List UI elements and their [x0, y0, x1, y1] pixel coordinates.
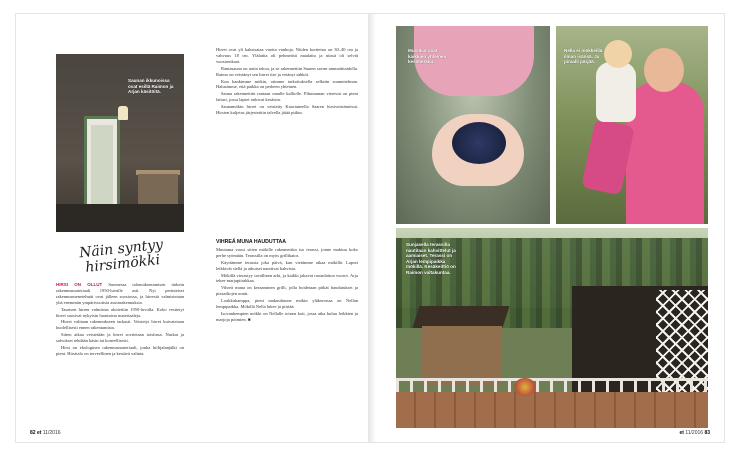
magazine-logo: et	[36, 430, 42, 436]
page-number: 82	[30, 430, 36, 436]
paragraph: Loukkukamppa, pieni makuuhuone mökin yläkerrassa on Nellan lempipaikka. Mökillä Nella lukee ja piirtää.	[216, 298, 358, 310]
page-gutter	[368, 14, 376, 442]
paragraph: Muutama vuosi sitten mökille rakennettiin iso terassi, jonne mahtuu koko perhe syömään. Terassilla on myös grillikatos.	[216, 246, 358, 258]
blueberries-photo	[396, 26, 550, 224]
paragraph: Kun hankimme mökin, otimme tarkoituksella selkeän suunnitelman. Halusimme, että paikka on perheen yhteinen.	[216, 78, 358, 90]
section-subhead: VIHREÄ MUNA HAUDUTTAA	[216, 239, 287, 245]
magazine-logo: et	[679, 430, 684, 436]
paragraph: Hirsi on ekologinen rakennusmateriaali, jonka hiilijalanjälki on pieni. Hirsitalo on terveellinen ja kestävä valinta.	[56, 345, 184, 356]
paragraph: Vihreä muna on keraaminen grilli, jolla hoidetaan pitkät haudutukset ja pizzailtojen uunit.	[216, 285, 358, 297]
paragraph: Hirret valitaan rakennukseen tarkasti. Veistetyt hirret kuivatetaan huolellisesti ennen rakentamista.	[56, 319, 184, 331]
page-number: 83	[704, 430, 710, 436]
issue-number: 11/2016	[685, 430, 704, 436]
dad-caption: Nella ei mökkeillä ilman isänsä. Ja piraalli pärjää.	[564, 48, 603, 65]
father-and-child-photo	[556, 26, 708, 224]
text-column-middle-lower	[216, 240, 358, 324]
text-column-middle	[216, 47, 358, 117]
berries-caption: Mustikat ovat kaikkien yhteinen kesäherkku.	[408, 48, 447, 65]
article-title: Näin syntyy hirsimökki	[78, 236, 164, 276]
paragraph: Saunamökin hirret on veistetty Kuortaneella Saaren hirsiveistämössä. Hirsien kuljetus järjestettiin talvella jäätä pitkin.	[216, 104, 358, 116]
paragraph: Hirret ovat yli kaksisataa vuotta vanhoja. Niiden kortteina on 30–40 cm ja vahvuus 18 cm. Ylälattia oli pehmeästi maalattu ja niissä oli selvät vuosirenkaat.	[216, 47, 358, 64]
paragraph: Rantasauna on uutta tekoa, ja se rakennettiin Saaren savun ammattitaidolla. Raimo on veistänyt sen hirret itse ja vetänyt sähköt.	[216, 65, 358, 77]
folio-right	[680, 430, 711, 436]
issue-number: 11/2016	[42, 430, 61, 436]
paragraph: Sitten aikaa veistetään ja hirret sovitetaan toisiinsa. Nurkat ja salvokset tehdään käsin tai koneellisesti.	[56, 332, 184, 344]
text-column-left	[56, 282, 184, 358]
lead-in: HIRSI ON OLLUT	[56, 282, 103, 287]
deck-caption: Sunjasella terassilla nautitaan kahvittelut ja aamiaiset. Terassi on Arjan lempipaikka mökillä. Kesäkeittiö on Raimon valtakuntaa.	[406, 242, 456, 275]
folio-left	[30, 430, 61, 436]
magazine-spread	[16, 14, 724, 442]
cabin-caption: Saunan ikkunoissa ovat esillä Raimon ja Arjan käsitöitä.	[128, 78, 174, 95]
paragraph: Isovanhempien mökki on Nellalle toinen koti, jossa aika kuluu leikkien ja marjoja poimien. ■	[216, 310, 358, 322]
sauna-interior-photo	[56, 54, 184, 232]
terrace-photo	[396, 228, 708, 428]
paragraph: HIRSI ON OLLUT Suomessa talonrakentamisen tärkein rakennusmateriaali 1950-luvulle asti. Nyt perinteiset rakennusmenetelmät ovat jälleen suosiossa, ja hirrestä valmistetaan yhä enemmän ympärivuotisia asuinrakennuksia.	[56, 282, 185, 305]
paragraph: Mökillä vierastyy tavallinen arki, ja kaikki jakavat ruoanlaiton vuorot. Arja tekee marjapiirakkaa.	[216, 272, 358, 284]
paragraph: Sauna rakennettiin rantaan omalle kalliolle. Pihasaunan vieressä on pieni laituri, jossa lapset onkivat kesäisin.	[216, 91, 358, 103]
paragraph: Tasaisen hirren valmistus aloitettiin 1950-luvulla. Koko vesitetyt hirret suosivat nykyisin luontaisia materiaaleja.	[56, 306, 184, 318]
paragraph: Käyttämme terassia joka päivä, kun vietämme aikaa mökillä. Lapset leikkivät siellä ja aikuiset nauttivat kahvista.	[216, 259, 358, 271]
